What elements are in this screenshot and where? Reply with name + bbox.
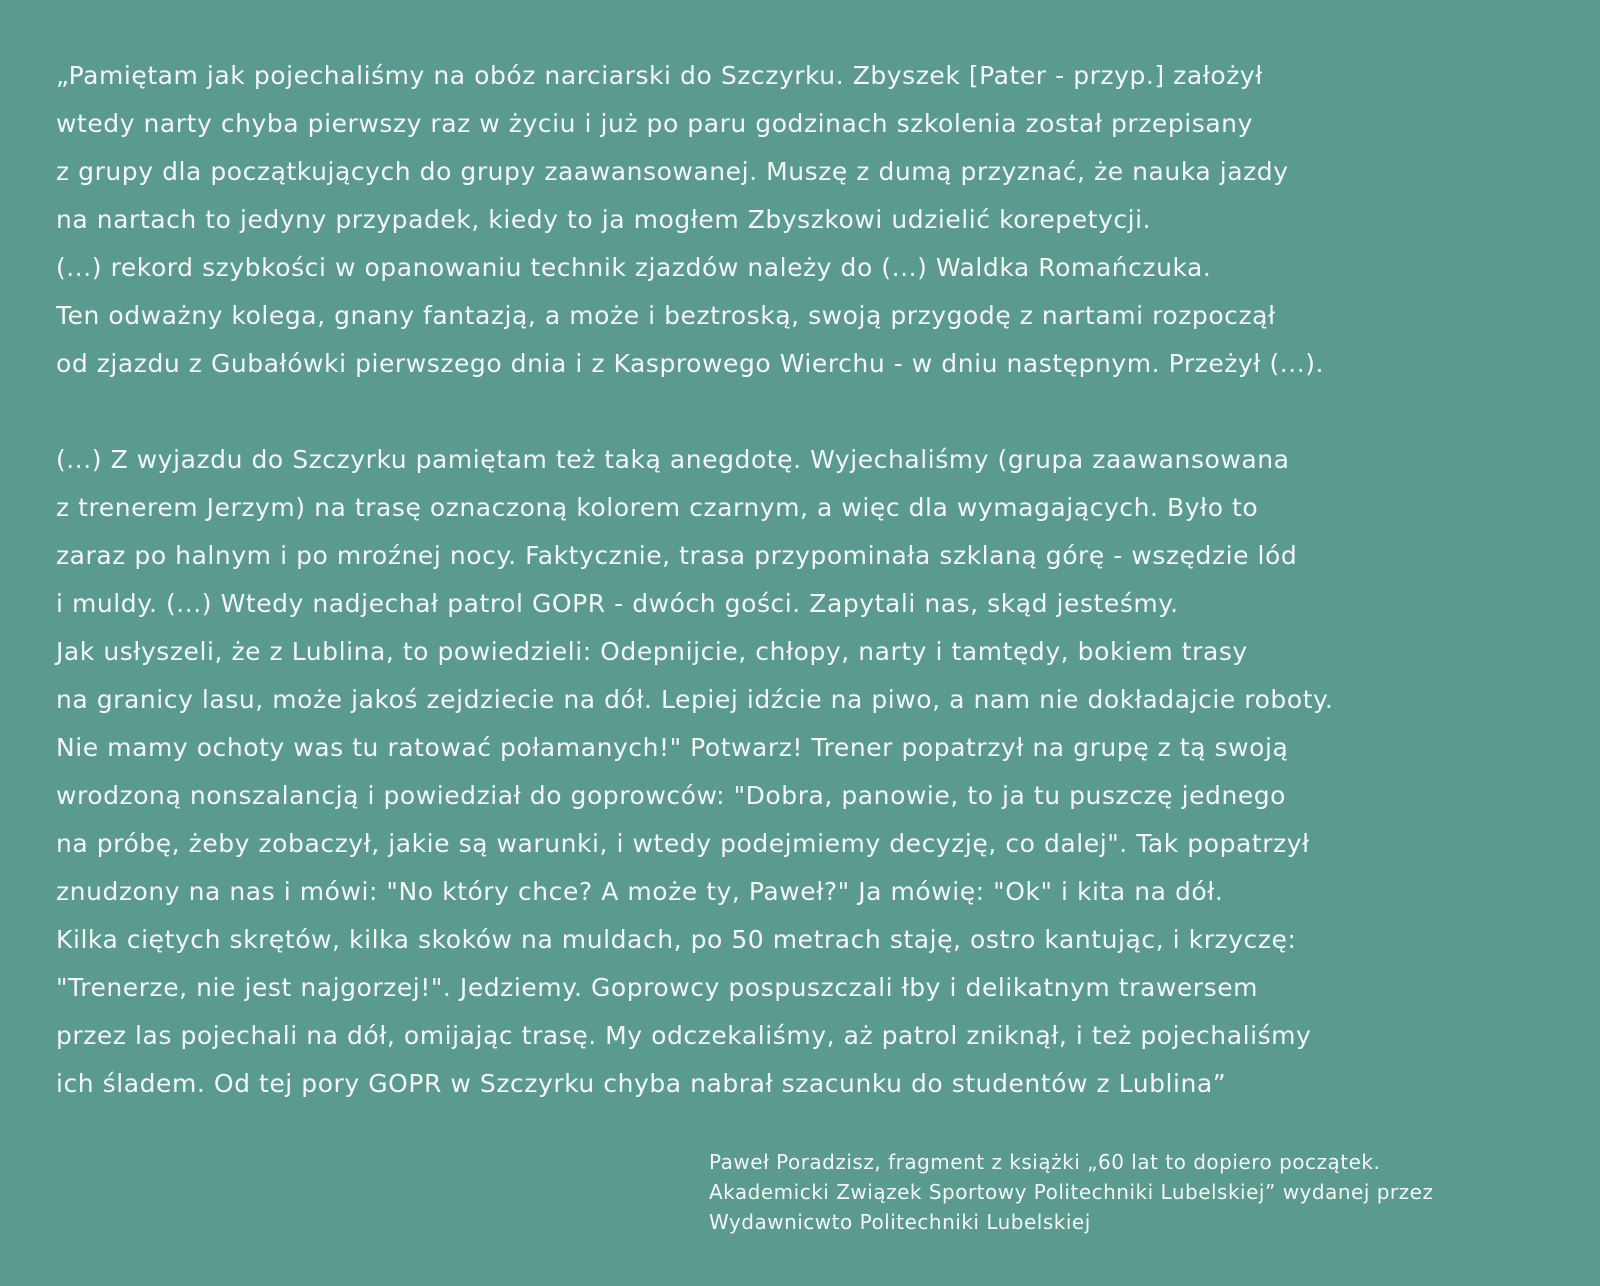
quote-line: "Trenerze, nie jest najgorzej!". Jedziemy. Goprowcy pospuszczali łby i delikatnym trawersem xyxy=(56,973,1259,1002)
quote-line: wrodzoną nonszalancją i powiedział do goprowców: "Dobra, panowie, to ja tu puszczę jednego xyxy=(56,781,1287,810)
quote-line: od zjazdu z Gubałówki pierwszego dnia i z Kasprowego Wierchu - w dniu następnym. Przeżył (...). xyxy=(56,349,1325,378)
quote-paragraph-2 xyxy=(56,436,1576,1108)
quote-line: (...) rekord szybkości w opanowaniu technik zjazdów należy do (...) Waldka Romańczuka. xyxy=(56,253,1212,282)
quote-line: ich śladem. Od tej pory GOPR w Szczyrku chyba nabrał szacunku do studentów z Lublina” xyxy=(56,1069,1227,1098)
quote-line: Jak usłyszeli, że z Lublina, to powiedzieli: Odepnijcie, chłopy, narty i tamtędy, bokiem trasy xyxy=(56,637,1248,666)
citation-line: Wydawnicwto Politechniki Lubelskiej xyxy=(709,1210,1091,1234)
quote-line: Kilka ciętych skrętów, kilka skoków na muldach, po 50 metrach staję, ostro kantując, i krzyczę: xyxy=(56,925,1297,954)
quote-line: zaraz po halnym i po mroźnej nocy. Faktycznie, trasa przypominała szklaną górę - wszędzie lód xyxy=(56,541,1298,570)
quote-line: na nartach to jedyny przypadek, kiedy to ja mogłem Zbyszkowi udzielić korepetycji. xyxy=(56,205,1152,234)
citation-block xyxy=(709,1147,1589,1237)
paragraph-spacer xyxy=(56,388,1576,436)
quote-block xyxy=(56,52,1576,1108)
quote-line: znudzony na nas i mówi: "No który chce? A może ty, Paweł?" Ja mówię: "Ok" i kita na dół. xyxy=(56,877,1224,906)
quote-line: i muldy. (...) Wtedy nadjechał patrol GOPR - dwóch gości. Zapytali nas, skąd jesteśmy. xyxy=(56,589,1179,618)
quote-line: (...) Z wyjazdu do Szczyrku pamiętam też taką anegdotę. Wyjechaliśmy (grupa zaawansowana xyxy=(56,445,1290,474)
quote-line: wtedy narty chyba pierwszy raz w życiu i już po paru godzinach szkolenia został przepisany xyxy=(56,109,1253,138)
citation-line: Paweł Poradzisz, fragment z książki „60 lat to dopiero początek. xyxy=(709,1150,1381,1174)
quote-line: z grupy dla początkujących do grupy zaawansowanej. Muszę z dumą przyznać, że nauka jazdy xyxy=(56,157,1289,186)
quote-line: z trenerem Jerzym) na trasę oznaczoną kolorem czarnym, a więc dla wymagających. Było to xyxy=(56,493,1259,522)
quote-paragraph-1 xyxy=(56,52,1576,388)
quote-line: przez las pojechali na dół, omijając trasę. My odczekaliśmy, aż patrol zniknął, i też pojechaliśmy xyxy=(56,1021,1312,1050)
quote-line: na próbę, żeby zobaczył, jakie są warunki, i wtedy podejmiemy decyzję, co dalej". Tak popatrzył xyxy=(56,829,1310,858)
quote-line: na granicy lasu, może jakoś zejdziecie na dół. Lepiej idźcie na piwo, a nam nie dokładajcie roboty. xyxy=(56,685,1334,714)
citation-line: Akademicki Związek Sportowy Politechniki Lubelskiej” wydanej przez xyxy=(709,1180,1434,1204)
quote-line: Nie mamy ochoty was tu ratować połamanych!" Potwarz! Trener popatrzył na grupę z tą swoją xyxy=(56,733,1289,762)
quote-line: Ten odważny kolega, gnany fantazją, a może i beztroską, swoją przygodę z nartami rozpoczął xyxy=(56,301,1276,330)
quote-line: „Pamiętam jak pojechaliśmy na obóz narciarski do Szczyrku. Zbyszek [Pater - przyp.] założył xyxy=(56,61,1263,90)
